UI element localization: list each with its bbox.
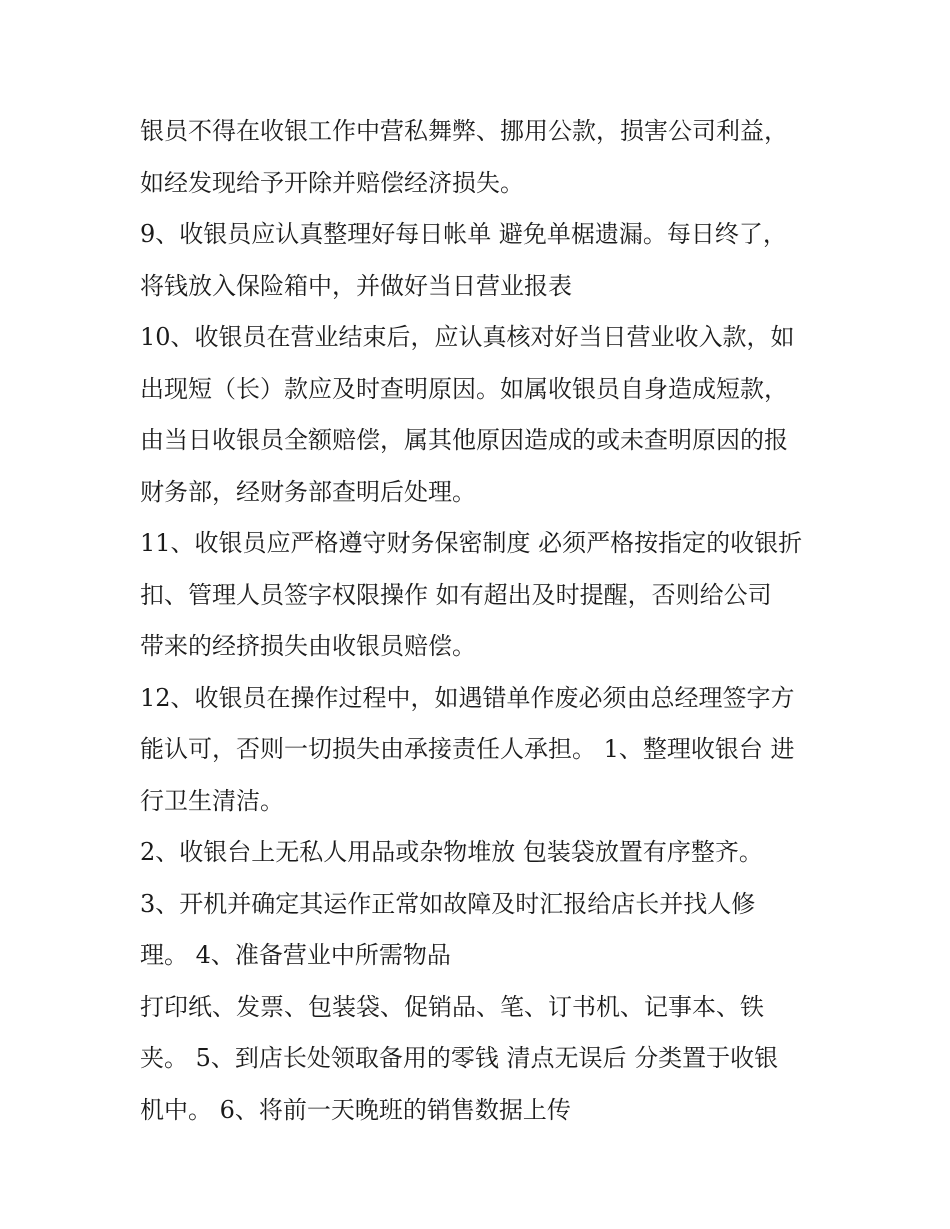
text-line: 行卫生清洁。 xyxy=(140,786,284,815)
text-line: 夹。 5、到店长处领取备用的零钱 清点无误后 分类置于收银 xyxy=(140,1044,779,1072)
text-line: 由当日收银员全额赔偿，属其他原因造成的或未查明原因的报 xyxy=(140,426,788,454)
text-line: 将钱放入保险箱中，并做好当日营业报表 xyxy=(140,271,572,300)
text-line: 11、收银员应严格遵守财务保密制度 必须严格按指定的收银折 xyxy=(140,529,803,557)
text-line: 扣、管理人员签字权限操作 如有超出及时提醒，否则给公司 xyxy=(140,580,772,609)
text-line: 能认可，否则一切损失由承接责任人承担。 1、整理收银台 进 xyxy=(140,735,795,763)
text-line: 出现短（长）款应及时查明原因。如属收银员自身造成短款， xyxy=(140,374,788,403)
text-line: 2、收银台上无私人用品或杂物堆放 包装袋放置有序整齐。 xyxy=(140,838,763,866)
text-line: 如经发现给予开除并赔偿经济损失。 xyxy=(140,168,524,197)
text-line: 10、收银员在营业结束后，应认真核对好当日营业收入款，如 xyxy=(140,323,795,351)
text-line: 机中。 6、将前一天晚班的销售数据上传 xyxy=(140,1095,571,1124)
text-line: 理。 4、准备营业中所需物品 xyxy=(140,941,451,969)
text-line: 3、开机并确定其运作正常如故障及时汇报给店长并找人修 xyxy=(140,889,756,918)
text-line: 财务部，经财务部查明后处理。 xyxy=(140,477,476,506)
document-body xyxy=(140,106,820,1136)
text-line: 12、收银员在操作过程中，如遇错单作废必须由总经理签字方 xyxy=(140,683,795,712)
text-line: 打印纸、发票、包装袋、促销品、笔、订书机、记事本、铁 xyxy=(140,992,764,1021)
text-line: 带来的经挤损失由收银员赔偿。 xyxy=(140,632,476,660)
text-line: 银员不得在收银工作中营私舞弊、挪用公款，损害公司利益， xyxy=(140,117,788,145)
text-line: 9、收银员应认真整理好每日帐单 避免单椐遗漏。每日终了， xyxy=(140,220,787,248)
